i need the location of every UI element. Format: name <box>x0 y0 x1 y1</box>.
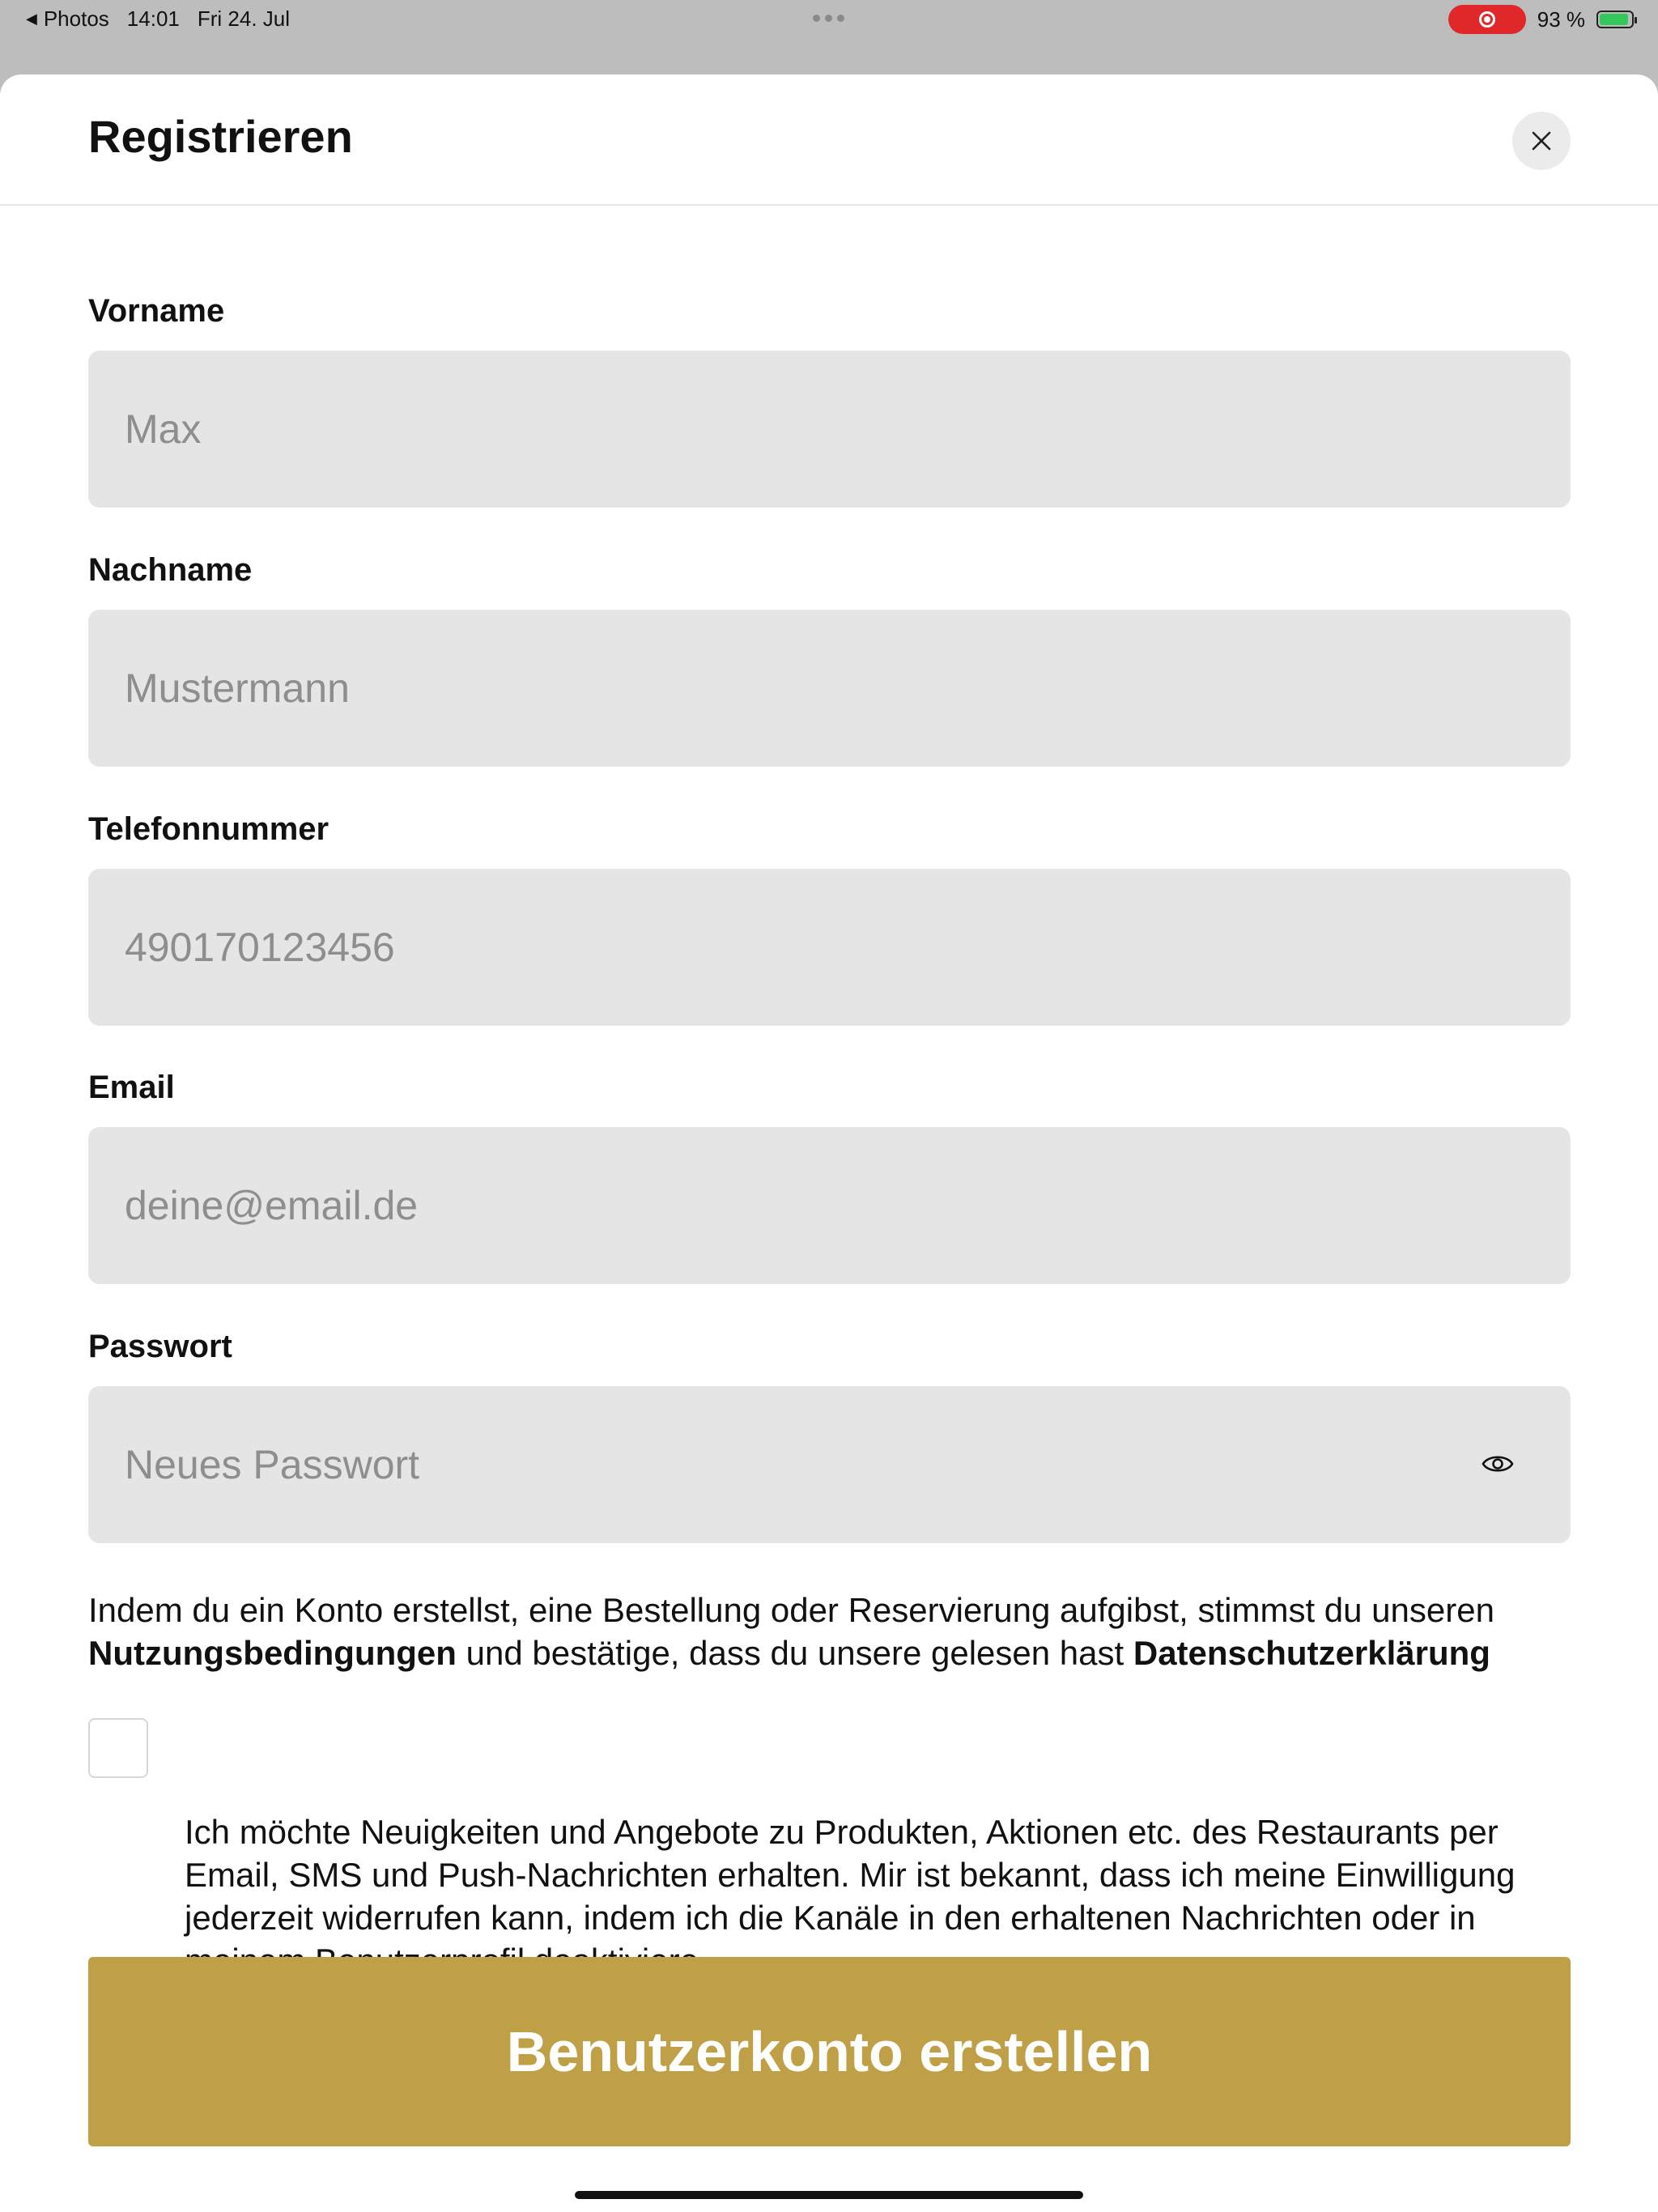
phone-field-box <box>88 869 1571 1026</box>
status-date: Fri 24. Jul <box>197 6 291 31</box>
last-name-input[interactable] <box>88 610 1571 767</box>
eye-icon[interactable] <box>1482 1451 1514 1477</box>
first-name-field-box <box>88 351 1571 508</box>
email-field-box <box>88 1127 1571 1284</box>
phone-input[interactable] <box>88 869 1571 1026</box>
close-icon <box>1531 130 1552 151</box>
terms-of-use-link[interactable]: Nutzungsbedingungen <box>88 1634 457 1672</box>
screen-recording-icon[interactable] <box>1448 5 1526 34</box>
back-arrow-icon[interactable]: ◀ <box>26 11 37 27</box>
email-input[interactable] <box>88 1127 1571 1284</box>
page-title: Registrieren <box>88 111 353 162</box>
create-account-button[interactable]: Benutzerkonto erstellen <box>88 1957 1571 2146</box>
first-name-label: Vorname <box>88 293 225 329</box>
back-to-app-label[interactable]: Photos <box>43 6 109 31</box>
last-name-field-box <box>88 610 1571 767</box>
password-field-box <box>88 1386 1571 1543</box>
phone-label: Telefonnummer <box>88 811 329 847</box>
register-sheet <box>0 74 1658 2212</box>
status-bar <box>0 0 1658 74</box>
status-right <box>1448 5 1634 34</box>
last-name-label: Nachname <box>88 552 253 588</box>
battery-percentage: 93 % <box>1537 6 1585 32</box>
newsletter-consent-checkbox[interactable] <box>88 1718 148 1778</box>
status-time: 14:01 <box>126 6 180 31</box>
newsletter-consent-text: Ich möchte Neuigkeiten und Angebote zu Produkten, Aktionen etc. des Restaurants per Email, SMS und Push-Nachrichten erhalten. Mir ist bekannt, dass ich meine Einwilligung jederzeit widerrufen kann, indem ich die Kanäle in den erhaltenen Nachrichten oder in <box>185 1813 1516 1937</box>
battery-charging-icon <box>1596 11 1634 28</box>
home-indicator[interactable] <box>575 2191 1083 2199</box>
password-input[interactable] <box>88 1386 1571 1543</box>
terms-text-part1: Indem du ein Konto erstellst, eine Bestellung oder Reservierung aufgibst, stimmst du unseren <box>88 1591 1494 1629</box>
multitasking-dots-icon[interactable] <box>813 15 844 22</box>
email-label: Email <box>88 1070 175 1105</box>
first-name-input[interactable] <box>88 351 1571 508</box>
privacy-policy-link[interactable]: Datenschutzerklärung <box>1133 1634 1490 1672</box>
terms-text <box>88 1589 1578 1674</box>
password-label: Passwort <box>88 1329 232 1364</box>
sheet-header <box>0 74 1658 206</box>
terms-text-part2: und bestätige, dass du unsere gelesen hast <box>456 1634 1133 1672</box>
close-button[interactable] <box>1512 112 1571 170</box>
status-left <box>26 6 290 31</box>
